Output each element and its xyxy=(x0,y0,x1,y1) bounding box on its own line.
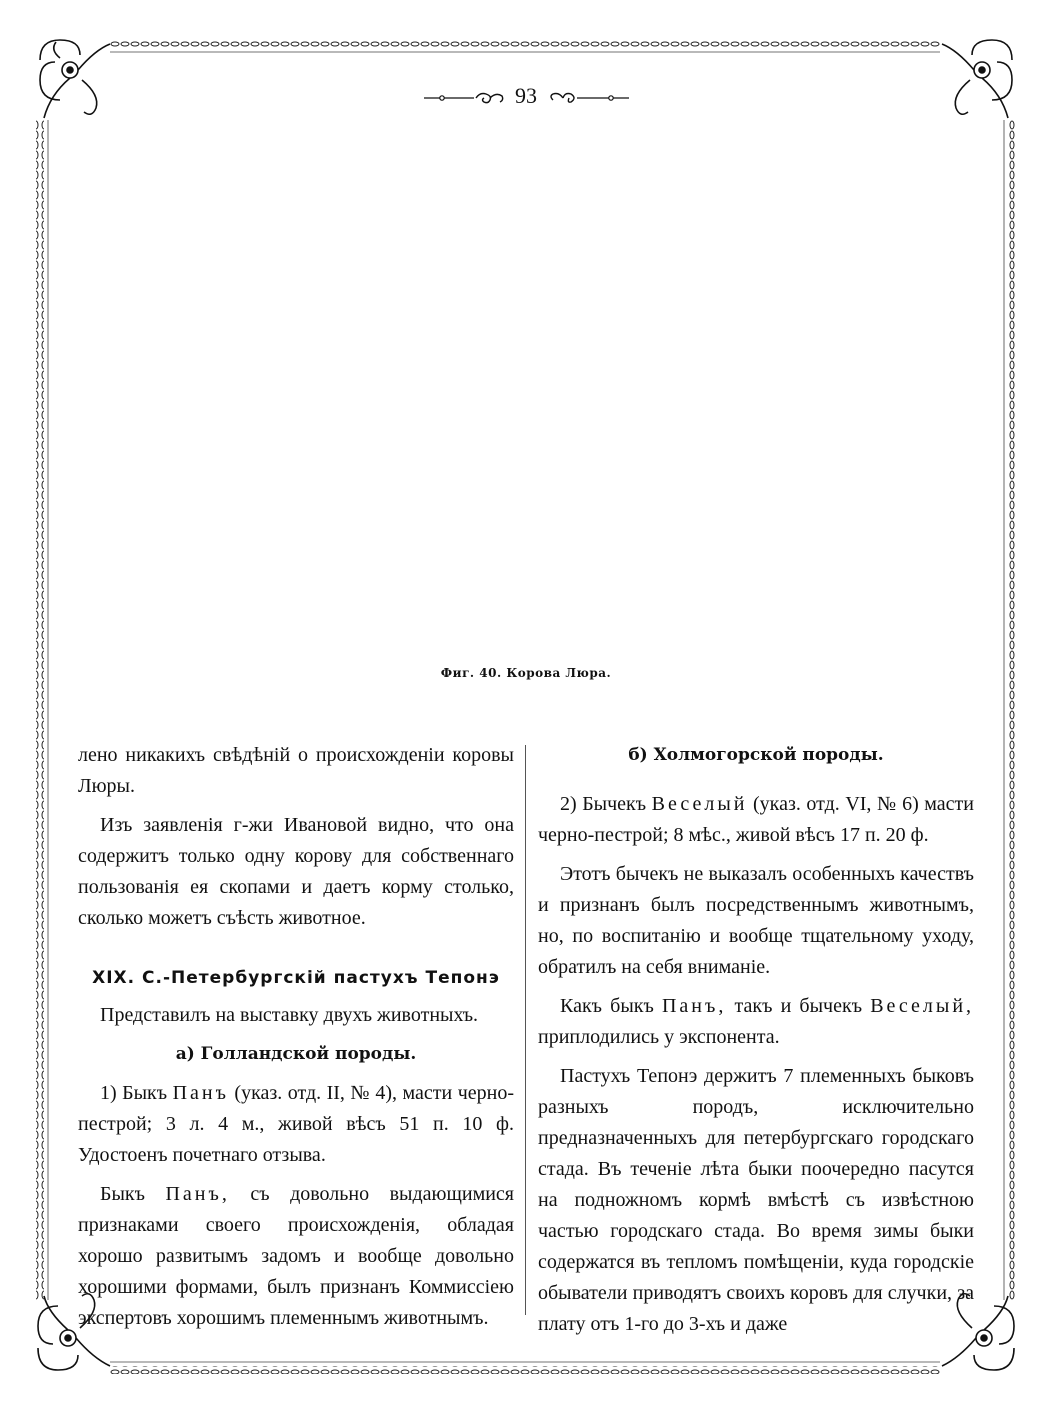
paragraph: Пастухъ Тепонэ держитъ 7 племенныхъ быковъ разныхъ породъ, исключительно предназначенныхъ для петербургскаго городскаго стада. Въ теченіе лѣта быки поочередно пасутся на подножномъ кормѣ вмѣстѣ съ извѣстною частью городскаго стада. Во время зимы быки содержатся въ тепломъ помѣщеніи, куда городскіе обыватели приводятъ своихъ коровъ для случки, за плату отъ 1-го до 3-хъ и даже xyxy=(538,1065,974,1335)
text-run: 1) Быкъ xyxy=(100,1082,168,1104)
paragraph: лено никакихъ свѣдѣній о происхожденіи коровы Люры. xyxy=(78,744,514,797)
text-run: 2) Бычекъ xyxy=(560,793,647,815)
subheading: б) Холмогорской породы. xyxy=(628,745,884,765)
animal-name: Веселый xyxy=(651,793,748,815)
paragraph xyxy=(78,1179,514,1334)
figure-caption: Фиг. 40. Корова Люра. xyxy=(440,666,612,680)
paragraph: Представилъ на выставку двухъ животныхъ. xyxy=(100,1004,479,1026)
right-column xyxy=(538,740,974,1340)
page-number-line xyxy=(0,83,1052,109)
paragraph: Этотъ бычекъ не выказалъ особенныхъ качествъ и признанъ былъ посредственнымъ животнымъ, но, по воспитанію и вообще тщательному уходу, обратилъ на себя вниманіе. xyxy=(538,863,974,978)
subheading: а) Голландской породы. xyxy=(175,1044,417,1064)
column-divider xyxy=(525,745,526,1315)
ornament-left-icon xyxy=(424,90,504,106)
text-run: (указ. отд. VI, № 6) масти черно-пестрой; 8 мѣс., живой вѣсъ 17 п. 20 ф. xyxy=(538,793,974,846)
section-title: С.-Петербургскій пастухъ Тепонэ xyxy=(142,968,500,988)
page-number: 93 xyxy=(515,83,537,108)
text-run: (указ. отд. II, № 4), масти черно-пестрой; 3 л. 4 м., живой вѣсъ 51 п. 10 ф. Удостоенъ почетнаго отзыва. xyxy=(78,1082,514,1166)
text-run: съ довольно выдающимися признаками своего происхожденія, обладая хорошо развитымъ задомъ и вообще довольно хорошими формами, былъ признанъ Коммиссіею экспертовъ хорошимъ племеннымъ животнымъ. xyxy=(78,1183,515,1329)
paragraph: Изъ заявленія г-жи Ивановой видно, что она содержитъ только одну корову для собственнаго пользованія ея скопами и даетъ корму столько, сколько можетъ съѣсть животное. xyxy=(78,814,514,929)
figure-area xyxy=(80,125,980,645)
text-run: Какъ быкъ xyxy=(560,995,654,1017)
animal-name: Панъ xyxy=(172,1082,229,1104)
left-column xyxy=(78,740,514,1334)
section-heading xyxy=(78,964,514,992)
text-run: приплодились у экспонента. xyxy=(538,1026,780,1048)
text-run: Быкъ xyxy=(100,1183,145,1205)
animal-name: Панъ, xyxy=(661,995,727,1017)
ornament-right-icon xyxy=(549,90,629,106)
text-run: такъ и бычекъ xyxy=(734,995,863,1017)
paragraph xyxy=(538,991,974,1053)
section-number: XIX. xyxy=(92,968,136,988)
animal-name: Панъ, xyxy=(165,1183,230,1205)
animal-name: Веселый, xyxy=(870,995,975,1017)
paragraph xyxy=(538,789,974,851)
paragraph xyxy=(78,1078,514,1171)
